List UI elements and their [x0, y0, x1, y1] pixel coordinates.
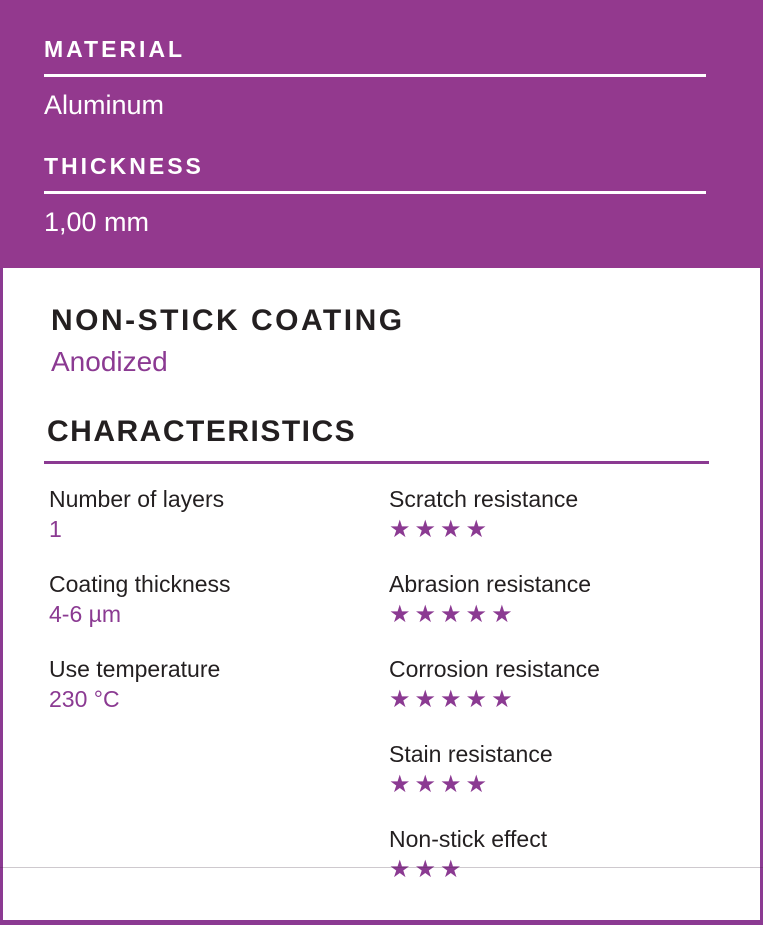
material-label: MATERIAL — [44, 36, 186, 62]
ratings-column — [389, 485, 709, 910]
rating-label: Stain resistance — [389, 741, 553, 767]
header-specs — [0, 0, 763, 268]
rating-corrosion-resistance — [389, 655, 709, 740]
property-value: 1 — [49, 516, 62, 542]
property-label: Number of layers — [49, 486, 225, 512]
rating-label: Scratch resistance — [389, 486, 579, 512]
rating-label: Abrasion resistance — [389, 571, 591, 597]
rating-non-stick-effect — [389, 825, 709, 910]
thickness-value: 1,00 mm — [44, 207, 150, 237]
spec-body — [0, 268, 763, 925]
property-coating-thickness — [49, 570, 389, 655]
rating-stain-resistance — [389, 740, 709, 825]
characteristics-grid — [49, 485, 709, 910]
star-rating-icon: ★★★★★ — [389, 686, 517, 713]
properties-column — [49, 485, 389, 910]
material-divider — [44, 74, 706, 77]
property-use-temperature — [49, 655, 389, 740]
star-rating-icon: ★★★★ — [389, 771, 492, 798]
rating-scratch-resistance — [389, 485, 709, 570]
property-number-of-layers — [49, 485, 389, 570]
star-rating-icon: ★★★★★ — [389, 601, 517, 628]
star-rating-icon: ★★★ — [389, 856, 466, 883]
characteristics-divider — [44, 461, 709, 464]
property-label: Use temperature — [49, 656, 221, 682]
material-value: Aluminum — [44, 90, 165, 120]
characteristics-title: CHARACTERISTICS — [47, 415, 357, 448]
property-label: Coating thickness — [49, 571, 231, 597]
rating-label: Non-stick effect — [389, 826, 548, 852]
property-value: 230 °C — [49, 686, 120, 712]
coating-title: NON-STICK COATING — [51, 304, 405, 337]
spec-thickness — [44, 153, 706, 238]
star-rating-icon: ★★★★ — [389, 516, 492, 543]
thickness-label: THICKNESS — [44, 153, 204, 179]
rating-abrasion-resistance — [389, 570, 709, 655]
thickness-divider — [44, 191, 706, 194]
rating-label: Corrosion resistance — [389, 656, 600, 682]
coating-value: Anodized — [51, 346, 168, 377]
property-value: 4-6 µm — [49, 601, 122, 627]
spec-material — [44, 36, 706, 121]
